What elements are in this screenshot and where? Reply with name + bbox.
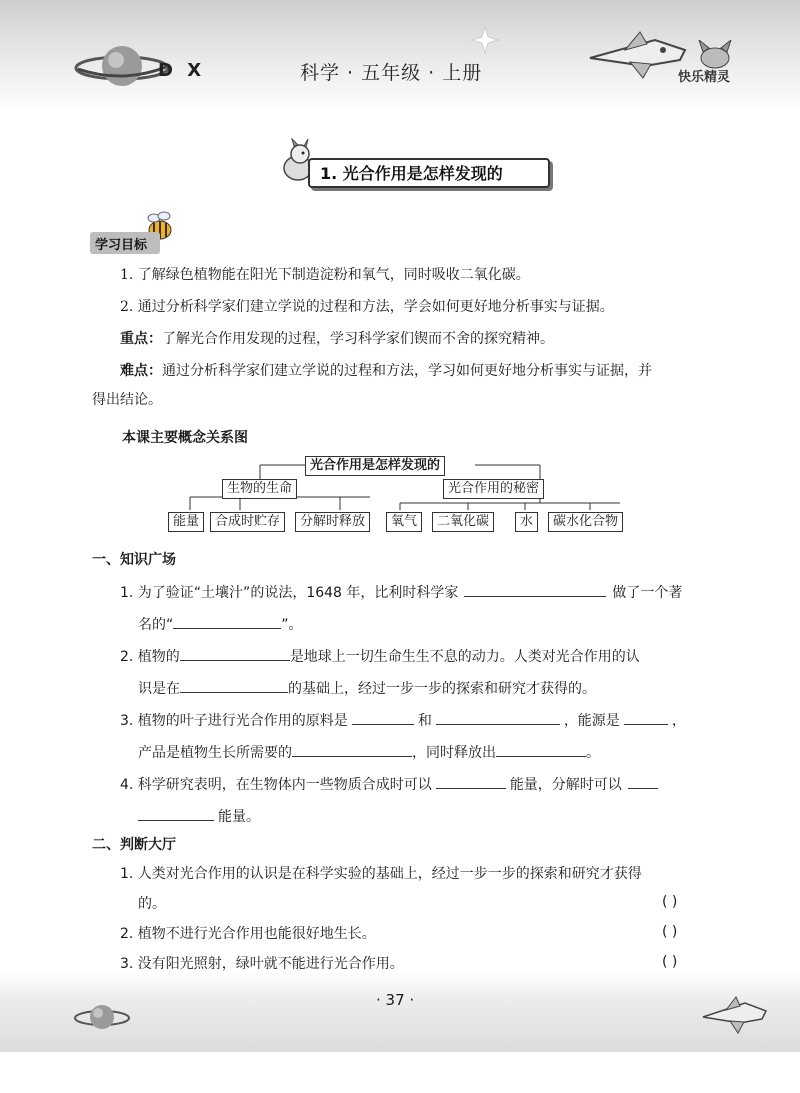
section2-heading: 二、判断大厅 [92,837,176,853]
s1-q2-text3: 识是在 [138,681,180,697]
s1-q2-line2 [138,676,596,699]
header-code: D X [158,60,206,81]
section1-heading: 一、知识广场 [92,552,176,568]
s1-q1-blank2[interactable] [173,612,281,629]
planet-icon [72,38,172,98]
concept-root: 光合作用是怎样发现的 [305,456,445,476]
sparkle-icon [470,25,500,55]
s1-q2-blank2[interactable] [180,676,288,693]
s1-q2-text4: 的基础上，经过一步一步的探索和研究才获得的。 [288,681,596,697]
s2-q3-answer[interactable]: ( ) [662,954,678,970]
concept-node-water: 水 [515,512,538,532]
concept-node-energy: 能量 [168,512,204,532]
hard-point [120,361,652,381]
s1-q3-blank4[interactable] [292,740,412,757]
concept-left: 生物的生命 [222,479,297,499]
hard-point-cont: 得出结论。 [92,392,162,408]
s1-q3-blank2[interactable] [436,708,560,725]
concept-node-release: 分解时释放 [295,512,370,532]
hard-point-label: 难点： [120,363,162,379]
s1-q2-blank1[interactable] [180,644,290,661]
s1-q4-blank2a[interactable] [628,772,658,789]
s1-q2-text: 2. 植物的 [120,649,180,665]
concept-map-heading: 本课主要概念关系图 [122,430,248,446]
s2-q1-line2: 的。 [138,896,166,912]
s1-q1-line1 [120,580,682,603]
s1-q1-blank1[interactable] [464,580,606,597]
s1-q3-text2: 和 [417,713,432,729]
s1-q4-text: 4. 科学研究表明，在生物体内一些物质合成时可以 [120,777,432,793]
hard-point-text: 通过分析科学家们建立学说的过程和方法，学习如何更好地分析事实与证据，并 [162,363,652,379]
concept-node-carb: 碳水化合物 [548,512,623,532]
s1-q4-text3: 能量。 [218,809,260,825]
footer-planet-icon [72,998,132,1038]
concept-right: 光合作用的秘密 [443,479,544,499]
s1-q4-text2: 能量，分解时可以 [509,777,622,793]
goal-item-2: 2. 通过分析科学家们建立学说的过程和方法，学会如何更好地分析事实与证据。 [120,299,614,315]
s1-q1-text: 1. 为了验证“土壤汁”的说法，1648 年，比利时科学家 [120,585,459,601]
s1-q4-line1 [120,772,658,795]
key-point-label: 重点： [120,331,162,347]
page-number: · 37 · [376,991,415,1009]
lesson-title: 1. 光合作用是怎样发现的 [320,164,503,183]
s1-q4-blank2b[interactable] [138,804,214,821]
s2-q3: 3. 没有阳光照射，绿叶就不能进行光合作用。 [120,956,404,972]
s1-q1-text2: 做了一个著 [612,585,683,601]
s1-q3-text3: ，能源是 [563,713,620,729]
s1-q3-line1 [120,708,686,731]
concept-node-store: 合成时贮存 [210,512,285,532]
s1-q3-blank3[interactable] [624,708,668,725]
s1-q3-blank5[interactable] [496,740,586,757]
s1-q3-text5: 产品是植物生长所需要的 [138,745,292,761]
header-title: 科学 · 五年级 · 上册 [300,62,483,84]
s1-q3-text: 3. 植物的叶子进行光合作用的原料是 [120,713,348,729]
s1-q3-text6: ，同时释放出 [412,745,496,761]
s1-q2-line1 [120,644,640,667]
s1-q1-text3: 名的“ [138,617,174,633]
s2-q1-line1: 1. 人类对光合作用的认识是在科学实验的基础上，经过一步一步的探索和研究才获得 [120,866,642,882]
footer-spaceship-icon [700,995,770,1035]
s1-q3-text4: ， [671,713,686,729]
s1-q1-line2 [138,612,303,635]
s1-q3-line2 [138,740,600,763]
s2-q2-answer[interactable]: ( ) [662,924,678,940]
badge-logo: 快乐精灵 [678,70,731,85]
s1-q3-blank1[interactable] [352,708,414,725]
s1-q1-text4: ”。 [281,617,303,633]
goal-tag: 学习目标 [95,238,148,253]
key-point [120,329,554,349]
s1-q4-blank1[interactable] [436,772,506,789]
goal-item-1: 1. 了解绿色植物能在阳光下制造淀粉和氧气，同时吸收二氧化碳。 [120,267,530,283]
s1-q3-text7: 。 [586,745,600,761]
s1-q2-text2: 是地球上一切生命生生不息的动力。人类对光合作用的认 [289,649,640,665]
s2-q1-answer[interactable]: ( ) [662,894,678,910]
concept-node-co2: 二氧化碳 [432,512,494,532]
s1-q4-line2 [138,804,260,827]
key-point-text: 了解光合作用发现的过程，学习科学家们锲而不舍的探究精神。 [162,331,554,347]
s2-q2: 2. 植物不进行光合作用也能很好地生长。 [120,926,376,942]
concept-node-oxygen: 氧气 [386,512,422,532]
